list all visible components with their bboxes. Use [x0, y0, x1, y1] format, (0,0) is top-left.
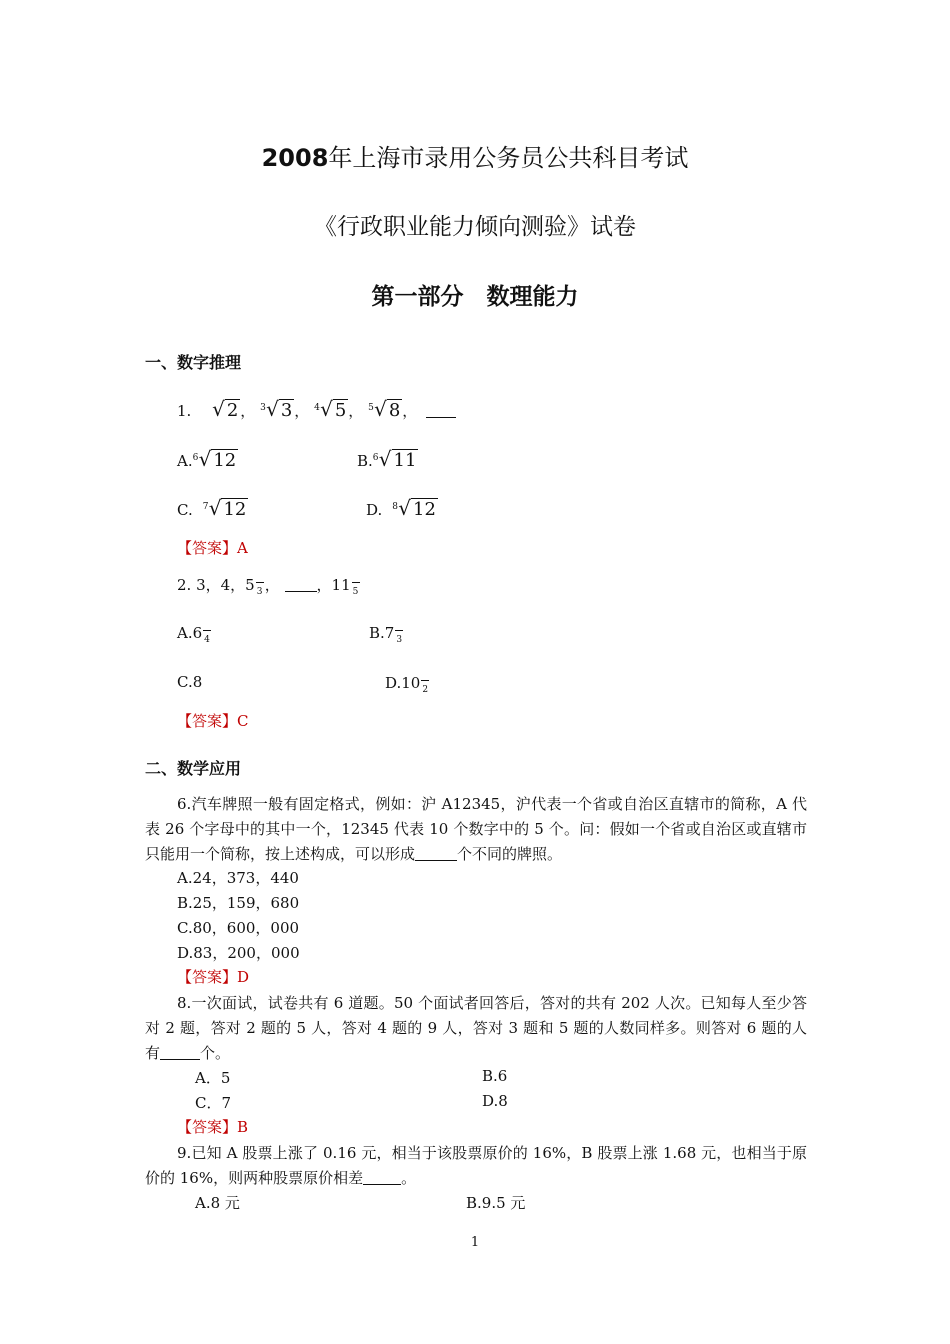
question-number: 1. [177, 402, 192, 420]
q6-answer: 【答案】D [177, 968, 250, 986]
exam-title [0, 138, 950, 173]
radical-term: √ 2 [212, 397, 239, 421]
q6-option-d: D.83，200，000 [177, 944, 300, 962]
q2-answer: 【答案】C [177, 712, 249, 730]
q2-option-a: A.6 4 [177, 624, 210, 645]
q1-option-c: C. 7 √ 12 [177, 496, 247, 520]
q8-answer: 【答案】B [177, 1118, 249, 1136]
radical-term: 5 √ 8 [368, 397, 401, 421]
q6-option-a: A.24，373，440 [177, 869, 299, 887]
radical-term: 4 √ 5 [314, 397, 347, 421]
page-number: 1 [470, 1235, 480, 1250]
q8-option-b: B.6 [482, 1067, 508, 1085]
exam-year: 2008 [261, 144, 329, 172]
question-8: 8.一次面试，试卷共有 6 道题。50 个面试者回答后，答对的共有 202 人次。已知每人至少答对 2 题，答对 2 题的 5 人，答对 4 题的 9 人，答对 3 题和 5 题的人数同样多。则答对 6 题的人有 个。 [145, 994, 807, 1062]
question-1: 1. √ 2 ， 3 √ 3 ， 4 √ 5 ， 5 √ 8 ， [177, 397, 456, 421]
answer-blank [363, 1184, 401, 1185]
q1-option-b: B. 6 √ 11 [357, 447, 417, 471]
answer-blank [285, 591, 317, 592]
q2-option-b: B.7 3 [369, 624, 403, 645]
q1-option-a: A. 6 √ 12 [177, 447, 237, 471]
question-9: 9.已知 A 股票上涨了 0.16 元，相当于该股票原价的 16%，B 股票上涨 1.68 元，也相当于原价的 16%，则两种股票原价相差 。 [145, 1144, 807, 1187]
q2-option-d: D.10 2 [385, 674, 429, 695]
question-2: 2. 3，4，5 3 ， ，11 5 [177, 574, 361, 595]
q1-answer: 【答案】A [177, 539, 248, 557]
question-6: 6.汽车牌照一般有固定格式，例如：沪 A12345，沪代表一个省或自治区直辖市的简称，A 代表 26 个字母中的其中一个，12345 代表 10 个数字中的 5 个。问：假如一个省或自治区或直辖市只能用一个简称，按上述构成，可以形成 个不同的牌照。 [145, 795, 807, 863]
q8-option-c: C．7 [195, 1094, 232, 1112]
q2-option-c: C.8 [177, 673, 203, 691]
part-heading: 第一部分 数理能力 [371, 284, 579, 310]
exam-title-text: 年上海市录用公务员公共科目考试 [328, 144, 689, 172]
q6-option-b: B.25，159，680 [177, 894, 300, 912]
fraction: 3 [255, 575, 265, 593]
q8-option-d: D.8 [482, 1092, 508, 1110]
radical-term: 3 √ 3 [260, 397, 293, 421]
q1-option-d: D. 8 √ 12 [366, 496, 436, 520]
answer-blank [426, 417, 456, 418]
section-heading-number-reasoning: 一、数字推理 [145, 353, 242, 372]
q6-option-c: C.80，600，000 [177, 919, 300, 937]
q8-option-a: A．5 [195, 1069, 231, 1087]
q9-option-b: B.9.5 元 [466, 1194, 526, 1212]
answer-blank [160, 1059, 200, 1060]
exam-subtitle: 《行政职业能力倾向测验》试卷 [314, 214, 636, 240]
q9-option-a: A.8 元 [195, 1194, 240, 1212]
fraction: 5 [351, 575, 361, 593]
answer-blank [415, 860, 457, 861]
section-heading-math-application: 二、数学应用 [145, 759, 242, 778]
